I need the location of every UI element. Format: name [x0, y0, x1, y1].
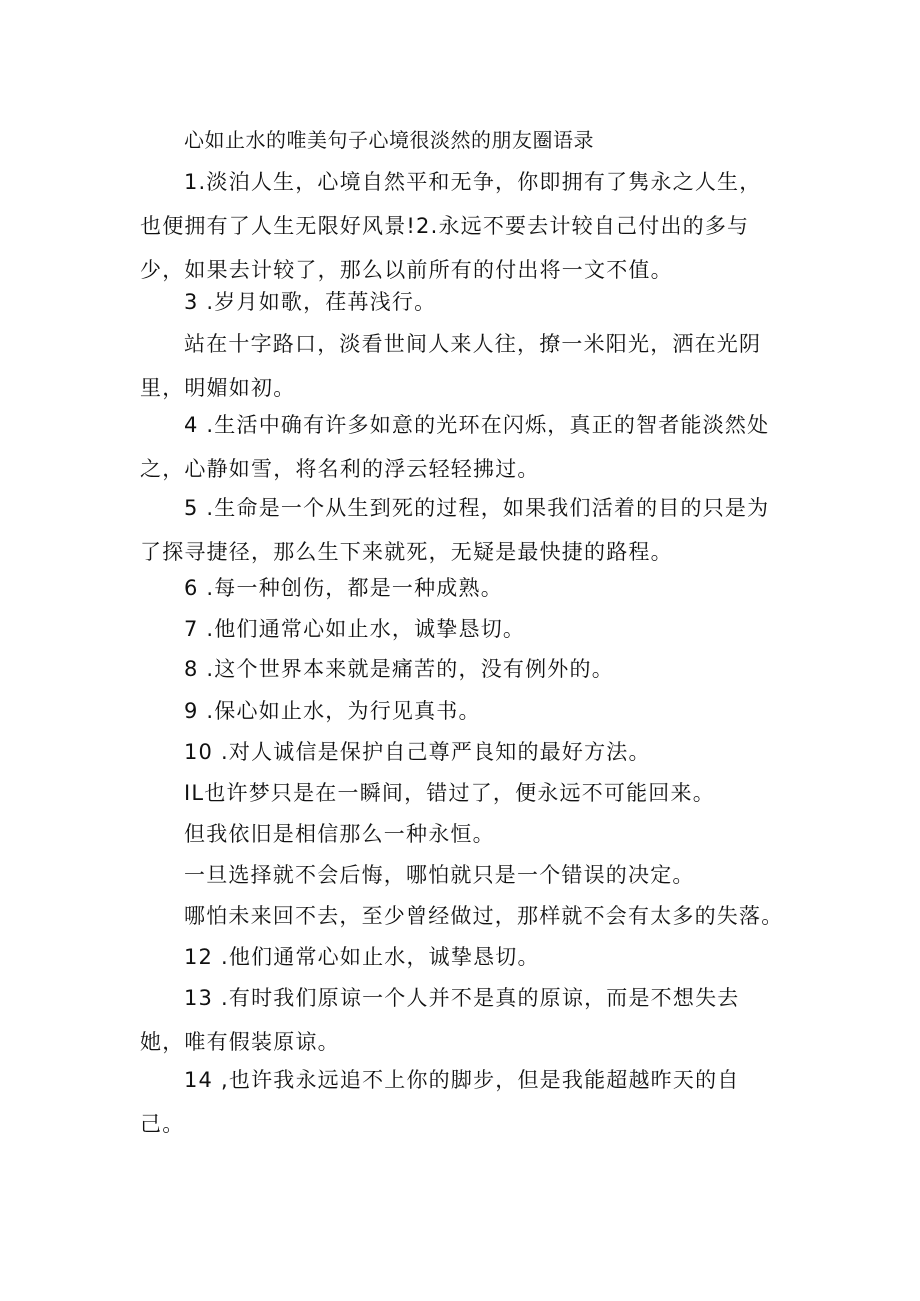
- paragraph-5: 5 .生命是一个从生到死的过程，如果我们活着的目的只是为了探寻捷径，那么生下来就死，无疑是最快捷的路程。: [140, 496, 770, 564]
- document-title: 心如止水的唯美句子心境很淡然的朋友圈语录: [184, 128, 594, 152]
- paragraph-9: 9 .保心如止水，为行见真书。: [184, 699, 481, 723]
- paragraph-1: 1.淡泊人生，心境自然平和无争，你即拥有了隽永之人生，也便拥有了人生无限好风景!2.永远不要去计较自己付出的多与少，如果去计较了，那么以前所有的付出将一文不值。: [140, 170, 762, 282]
- paragraph-6: 6 .每一种创伤，都是一种成熟。: [184, 576, 503, 600]
- paragraph-3-continued: 站在十字路口，淡看世间人来人往，撩一米阳光，洒在光阴里，明媚如初。: [140, 332, 762, 400]
- paragraph-11-continued-b: 一旦选择就不会后悔，哪怕就只是一个错误的决定。: [184, 863, 695, 887]
- paragraph-11-continued-c: 哪怕未来回不去，至少曾经做过，那样就不会有太多的失落。: [184, 904, 784, 928]
- paragraph-3: 3 .岁月如歌，荏苒浅行。: [184, 290, 437, 314]
- paragraph-12: 12 .他们通常心如止水，诚挚恳切。: [184, 945, 540, 969]
- paragraph-4: 4 .生活中确有许多如意的光环在闪烁，真正的智者能淡然处之，心静如雪，将名利的浮云轻轻拂过。: [140, 413, 770, 481]
- paragraph-11-continued-a: 但我依旧是相信那么一种永恒。: [184, 822, 495, 846]
- paragraph-7: 7 .他们通常心如止水，诚挚恳切。: [184, 617, 526, 641]
- paragraph-14: 14 ,也许我永远追不上你的脚步，但是我能超越昨天的自己。: [140, 1068, 740, 1136]
- paragraph-10: 10 .对人诚信是保护自己尊严良知的最好方法。: [184, 740, 651, 764]
- paragraph-13: 13 .有时我们原谅一个人并不是真的原谅，而是不想失去她，唯有假装原谅。: [140, 986, 740, 1054]
- paragraph-8: 8 .这个世界本来就是痛苦的，没有例外的。: [184, 657, 614, 681]
- paragraph-11: IL也许梦只是在一瞬间，错过了，便永远不可能回来。: [184, 781, 715, 805]
